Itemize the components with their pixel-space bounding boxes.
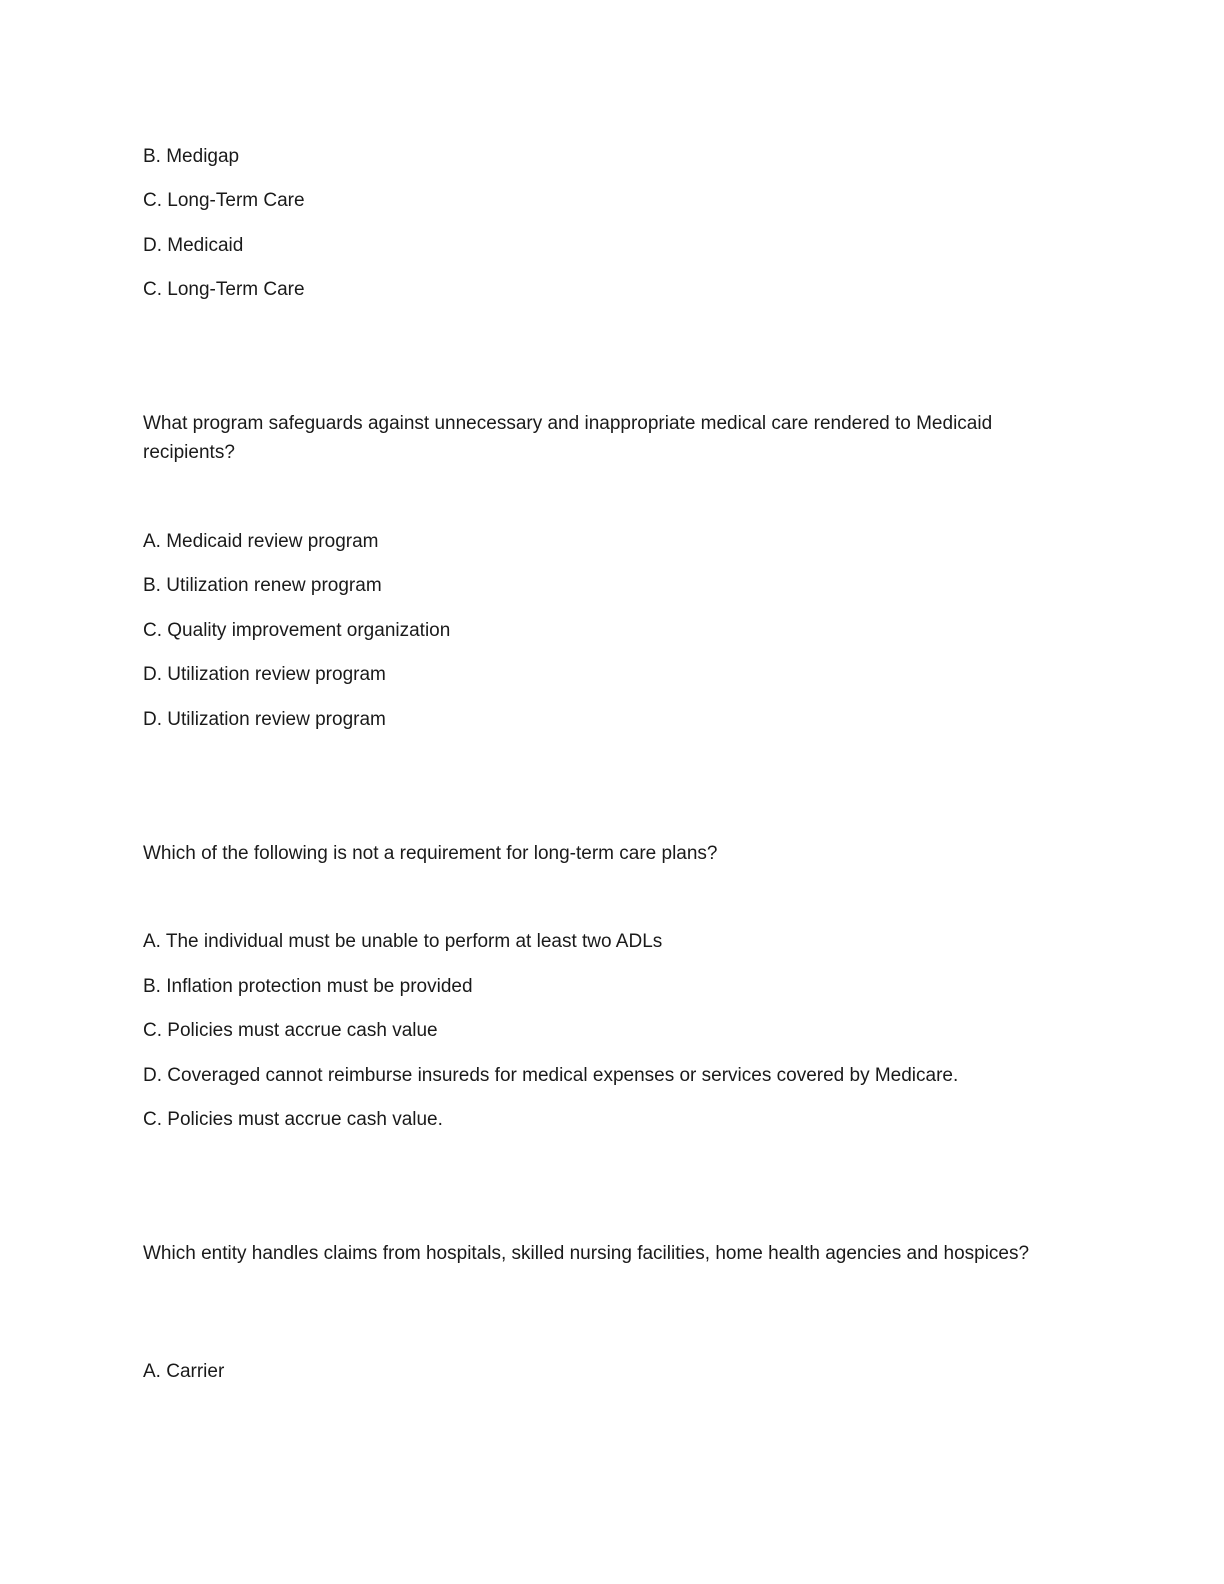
option-a: A. Medicaid review program bbox=[143, 531, 379, 552]
option-b: B. Medigap bbox=[143, 146, 240, 167]
option-a: A. Carrier bbox=[143, 1361, 225, 1382]
question: What program safeguards against unnecessary and inappropriate medical care rendered to Medicaid recipients? bbox=[143, 413, 993, 463]
option-b: B. Utilization renew program bbox=[143, 575, 382, 596]
answer: C. Policies must accrue cash value. bbox=[143, 1109, 443, 1130]
question: Which of the following is not a requirement for long-term care plans? bbox=[143, 843, 718, 864]
answer: C. Long-Term Care bbox=[143, 279, 305, 300]
option-d: D. Utilization review program bbox=[143, 664, 386, 685]
option-b: B. Inflation protection must be provided bbox=[143, 976, 473, 997]
option-c: C. Policies must accrue cash value bbox=[143, 1020, 438, 1041]
option-d: D. Coveraged cannot reimburse insureds for medical expenses or services covered by Medicare. bbox=[143, 1065, 959, 1086]
option-c: C. Quality improvement organization bbox=[143, 620, 451, 641]
option-a: A. The individual must be unable to perform at least two ADLs bbox=[143, 931, 663, 952]
question: Which entity handles claims from hospitals, skilled nursing facilities, home health agencies and hospices? bbox=[143, 1243, 1030, 1264]
option-d: D. Medicaid bbox=[143, 235, 244, 256]
answer: D. Utilization review program bbox=[143, 709, 386, 730]
option-c: C. Long-Term Care bbox=[143, 190, 305, 211]
